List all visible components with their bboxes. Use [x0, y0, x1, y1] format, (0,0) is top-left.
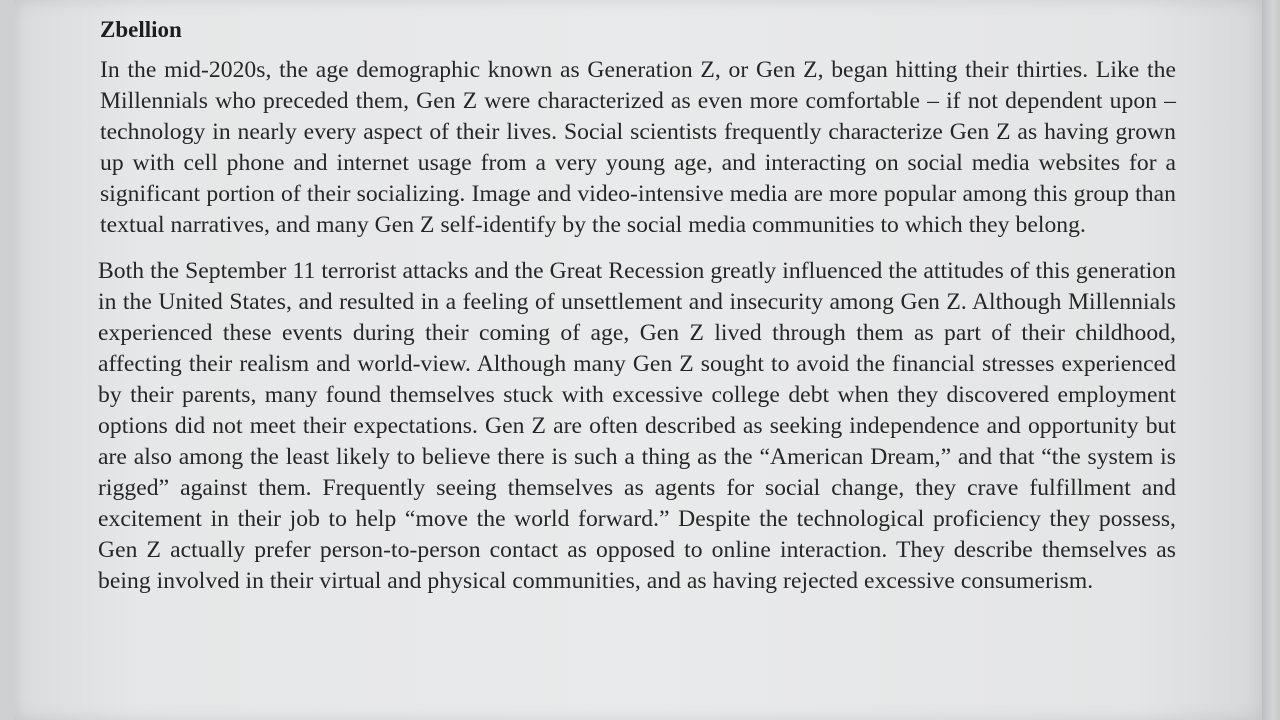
page-edge [1262, 0, 1280, 720]
document-body [100, 14, 1176, 612]
document-title: Zbellion [100, 17, 182, 42]
paragraph-2: Both the September 11 terrorist attacks and the Great Recession greatly influenced the attitudes of this generation in the United States, and resulted in a feeling of unsettlement and insecurity among Gen Z. Although Millennials experienced these events during their coming of age, Gen Z lived through them as part of their childhood, affecting their realism and world-view. Although many Gen Z sought to avoid the financial stresses experienced by their parents, many found themselves stuck with excessive college debt when they discovered employment options did not meet their expectations. Gen Z are often described as seeking independence and opportunity but are also among the least likely to believe there is such a thing as the “American Dream,” and that “the system is rigged” against them. Frequently seeing themselves as agents for social change, they crave fulfillment and excitement in their job to help “move the world forward.” Despite the technological proficiency they possess, Gen Z actually prefer person-to-person contact as opposed to online interaction. They describe themselves as being involved in their virtual and physical communities, and as having rejected excessive consumerism. [98, 258, 1176, 594]
paragraph-1: In the mid-2020s, the age demographic known as Generation Z, or Gen Z, began hitting their thirties. Like the Millennials who preceded them, Gen Z were characterized as even more comfortable – if not dependent upon – technology in nearly every aspect of their lives. Social scientists frequently characterize Gen Z as having grown up with cell phone and internet usage from a very young age, and interacting on social media websites for a significant portion of their socializing. Image and video-intensive media are more popular among this group than textual narratives, and many Gen Z self-identify by the social media communities to which they belong. [100, 57, 1176, 238]
